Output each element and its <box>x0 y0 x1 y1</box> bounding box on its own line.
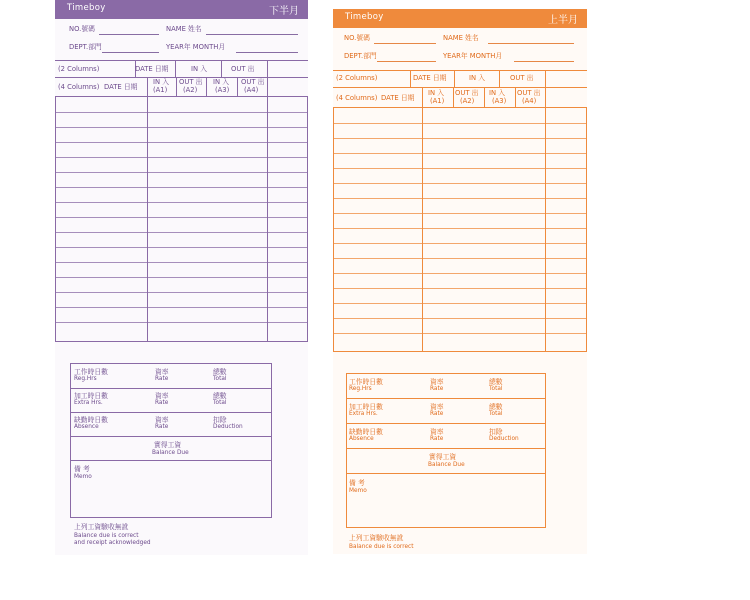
name-label: NAME 姓名 <box>166 25 202 33</box>
in-header: IN 入 <box>469 74 486 82</box>
rate-en-1: Rate <box>155 376 169 382</box>
rate-zh-3: 資率 <box>430 428 444 436</box>
a1-code: (A1) <box>153 86 168 94</box>
rate-en-1: Rate <box>430 386 444 392</box>
a1-code: (A1) <box>430 97 445 105</box>
extra-hrs-en: Extra Hrs. <box>349 411 378 417</box>
total-en-2: Total <box>489 411 503 417</box>
total-en-2: Total <box>213 400 227 406</box>
total-zh-1: 總數 <box>213 368 227 376</box>
two-columns-label: (2 Columns) <box>336 74 378 82</box>
balance-due-zh: 實得工資 <box>154 441 182 449</box>
name-field[interactable] <box>206 34 298 35</box>
rate-zh-1: 資率 <box>430 378 444 386</box>
total-zh-2: 總數 <box>489 403 503 411</box>
no-field[interactable] <box>374 43 436 44</box>
reg-hrs-en: Reg.Hrs <box>74 376 97 382</box>
a2-header: OUT 出 <box>455 89 479 97</box>
extra-hrs-zh: 加工時日數 <box>349 403 383 411</box>
rate-en-3: Rate <box>430 436 444 442</box>
memo-zh: 備 考 <box>349 479 365 487</box>
no-label: NO.號碼 <box>69 25 95 33</box>
deduction-en: Deduction <box>213 424 243 430</box>
out-header: OUT 出 <box>510 74 534 82</box>
year-month-label: YEAR年 MONTH月 <box>166 43 226 51</box>
absence-zh: 缺勤時日數 <box>74 416 108 424</box>
a4-code: (A4) <box>522 97 537 105</box>
rate-en-2: Rate <box>430 411 444 417</box>
acknowledgement-en-line1: Balance due is correct <box>74 533 139 539</box>
a1-header: IN 入 <box>428 89 445 97</box>
memo-zh: 備 考 <box>74 465 90 473</box>
four-columns-label: (4 Columns) <box>58 83 100 91</box>
total-zh-2: 總數 <box>213 392 227 400</box>
dept-field[interactable] <box>102 52 159 53</box>
a4-code: (A4) <box>244 86 259 94</box>
year-month-field[interactable] <box>514 61 574 62</box>
time-entry-grid[interactable] <box>333 107 587 352</box>
balance-due-en: Balance Due <box>152 450 189 456</box>
timecard-second-half <box>55 0 308 555</box>
deduction-zh: 扣除 <box>489 428 503 436</box>
name-field[interactable] <box>488 43 574 44</box>
rate-zh-3: 資率 <box>155 416 169 424</box>
out-header: OUT 出 <box>231 65 255 73</box>
a3-header: IN 入 <box>213 78 230 86</box>
a2-code: (A2) <box>183 86 198 94</box>
extra-hrs-en: Extra Hrs. <box>74 400 103 406</box>
memo-en[interactable]: Memo <box>349 488 367 494</box>
rate-zh-2: 資率 <box>430 403 444 411</box>
absence-zh: 缺勤時日數 <box>349 428 383 436</box>
card-header-band <box>333 9 587 28</box>
total-zh-1: 總數 <box>489 378 503 386</box>
total-en-1: Total <box>489 386 503 392</box>
dept-field[interactable] <box>377 61 436 62</box>
time-entry-grid[interactable] <box>55 96 308 342</box>
name-label: NAME 姓名 <box>443 34 479 42</box>
memo-en[interactable]: Memo <box>74 474 92 480</box>
no-field[interactable] <box>99 34 159 35</box>
year-month-label: YEAR年 MONTH月 <box>443 52 503 60</box>
a3-code: (A3) <box>492 97 507 105</box>
brand-name: Timeboy <box>67 3 106 13</box>
balance-due-zh: 實得工資 <box>429 453 457 461</box>
absence-en: Absence <box>349 436 374 442</box>
absence-en: Absence <box>74 424 99 430</box>
deduction-en: Deduction <box>489 436 519 442</box>
card-header-band <box>55 0 308 19</box>
a3-header: IN 入 <box>489 89 506 97</box>
acknowledgement-zh: 上列工資驗收無訛 <box>74 523 129 531</box>
reg-hrs-zh: 工作時日數 <box>74 368 108 376</box>
acknowledgement-zh: 上列工資驗收無訛 <box>349 534 404 542</box>
in-header: IN 入 <box>191 65 208 73</box>
dept-label: DEPT.部門 <box>69 43 102 51</box>
no-label: NO.號碼 <box>344 34 370 42</box>
timecard-first-half <box>333 9 587 554</box>
total-en-1: Total <box>213 376 227 382</box>
a3-code: (A3) <box>215 86 230 94</box>
four-columns-label: (4 Columns) <box>336 94 378 102</box>
brand-name: Timeboy <box>345 12 384 22</box>
reg-hrs-en: Reg.Hrs <box>349 386 372 392</box>
date-header-4col: DATE 日期 <box>381 94 415 102</box>
date-header-2col: DATE 日期 <box>135 65 169 73</box>
balance-due-en: Balance Due <box>428 462 465 468</box>
a1-header: IN 入 <box>153 78 170 86</box>
dept-label: DEPT.部門 <box>344 52 377 60</box>
rate-zh-1: 資率 <box>155 368 169 376</box>
date-header-4col: DATE 日期 <box>104 83 138 91</box>
a2-code: (A2) <box>460 97 475 105</box>
a4-header: OUT 出 <box>241 78 265 86</box>
rate-en-3: Rate <box>155 424 169 430</box>
rate-en-2: Rate <box>155 400 169 406</box>
half-month-label: 上半月 <box>548 15 578 26</box>
acknowledgement-en-line2: and receipt acknowledged <box>74 540 151 546</box>
a4-header: OUT 出 <box>517 89 541 97</box>
two-columns-label: (2 Columns) <box>58 65 100 73</box>
a2-header: OUT 出 <box>179 78 203 86</box>
half-month-label: 下半月 <box>269 6 299 17</box>
deduction-zh: 扣除 <box>213 416 227 424</box>
year-month-field[interactable] <box>236 52 298 53</box>
reg-hrs-zh: 工作時日數 <box>349 378 383 386</box>
acknowledgement-en-line1: Balance due is correct <box>349 544 414 550</box>
date-header-2col: DATE 日期 <box>413 74 447 82</box>
rate-zh-2: 資率 <box>155 392 169 400</box>
pay-summary-box <box>346 373 546 528</box>
extra-hrs-zh: 加工時日數 <box>74 392 108 400</box>
